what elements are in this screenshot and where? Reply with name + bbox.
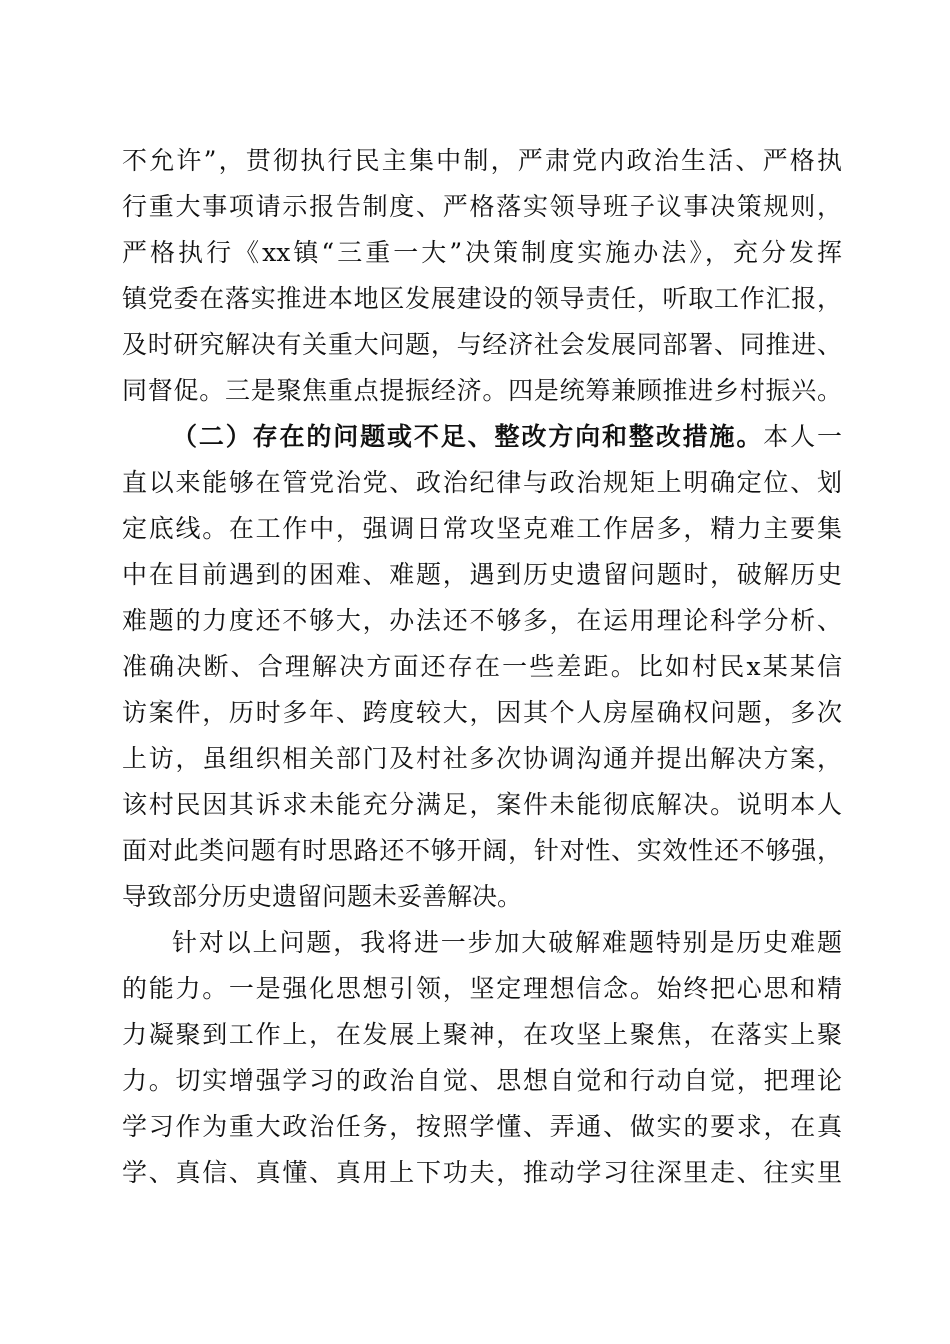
text-line: 访案件，历时多年、跨度较大，因其个人房屋确权问题，多次 bbox=[122, 698, 842, 727]
text-line: 准确决断、合理解决方面还存在一些差距。比如村民x某某信 bbox=[122, 652, 842, 681]
text-line: 难题的力度还不够大，办法还不够多，在运用理论科学分析、 bbox=[122, 606, 842, 635]
text-line: 导致部分历史遗留问题未妥善解决。 bbox=[122, 882, 523, 911]
section-heading-line bbox=[172, 417, 842, 457]
text-line: 行重大事项请示报告制度、严格落实领导班子议事决策规则， bbox=[122, 192, 842, 221]
text-line: 直以来能够在管党治党、政治纪律与政治规矩上明确定位、划 bbox=[122, 468, 842, 497]
text-line: 定底线。在工作中，强调日常攻坚克难工作居多，精力主要集 bbox=[122, 514, 842, 543]
text-line: 的能力。一是强化思想引领，坚定理想信念。始终把心思和精 bbox=[122, 974, 842, 1003]
text-line: 面对此类问题有时思路还不够开阔，针对性、实效性还不够强， bbox=[122, 836, 842, 865]
text-line: 针对以上问题，我将进一步加大破解难题特别是历史难题 bbox=[172, 928, 842, 957]
section-heading: （二）存在的问题或不足、整改方向和整改措施。 bbox=[172, 422, 764, 451]
text-line: 及时研究解决有关重大问题，与经济社会发展同部署、同推进、 bbox=[122, 330, 842, 359]
text-line: 上访，虽组织相关部门及村社多次协调沟通并提出解决方案， bbox=[122, 744, 842, 773]
text-line: 镇党委在落实推进本地区发展建设的领导责任，听取工作汇报， bbox=[122, 284, 842, 313]
text-line: 学、真信、真懂、真用上下功夫，推动学习往深里走、往实里 bbox=[122, 1158, 842, 1187]
text-line: 同督促。三是聚焦重点提振经济。四是统筹兼顾推进乡村振兴。 bbox=[122, 376, 842, 405]
text-line: 不允许”，贯彻执行民主集中制，严肃党内政治生活、严格执 bbox=[122, 146, 842, 175]
text-line: 严格执行《xx镇“三重一大”决策制度实施办法》，充分发挥 bbox=[122, 238, 842, 267]
text-line: 中在目前遇到的困难、难题，遇到历史遗留问题时，破解历史 bbox=[122, 560, 842, 589]
text-line: 力凝聚到工作上，在发展上聚神，在攻坚上聚焦，在落实上聚 bbox=[122, 1020, 842, 1049]
text-line: 学习作为重大政治任务，按照学懂、弄通、做实的要求，在真 bbox=[122, 1112, 842, 1141]
heading-continuation: 本人一 bbox=[763, 422, 842, 451]
text-line: 力。切实增强学习的政治自觉、思想自觉和行动自觉，把理论 bbox=[122, 1066, 842, 1095]
text-line: 该村民因其诉求未能充分满足，案件未能彻底解决。说明本人 bbox=[122, 790, 842, 819]
